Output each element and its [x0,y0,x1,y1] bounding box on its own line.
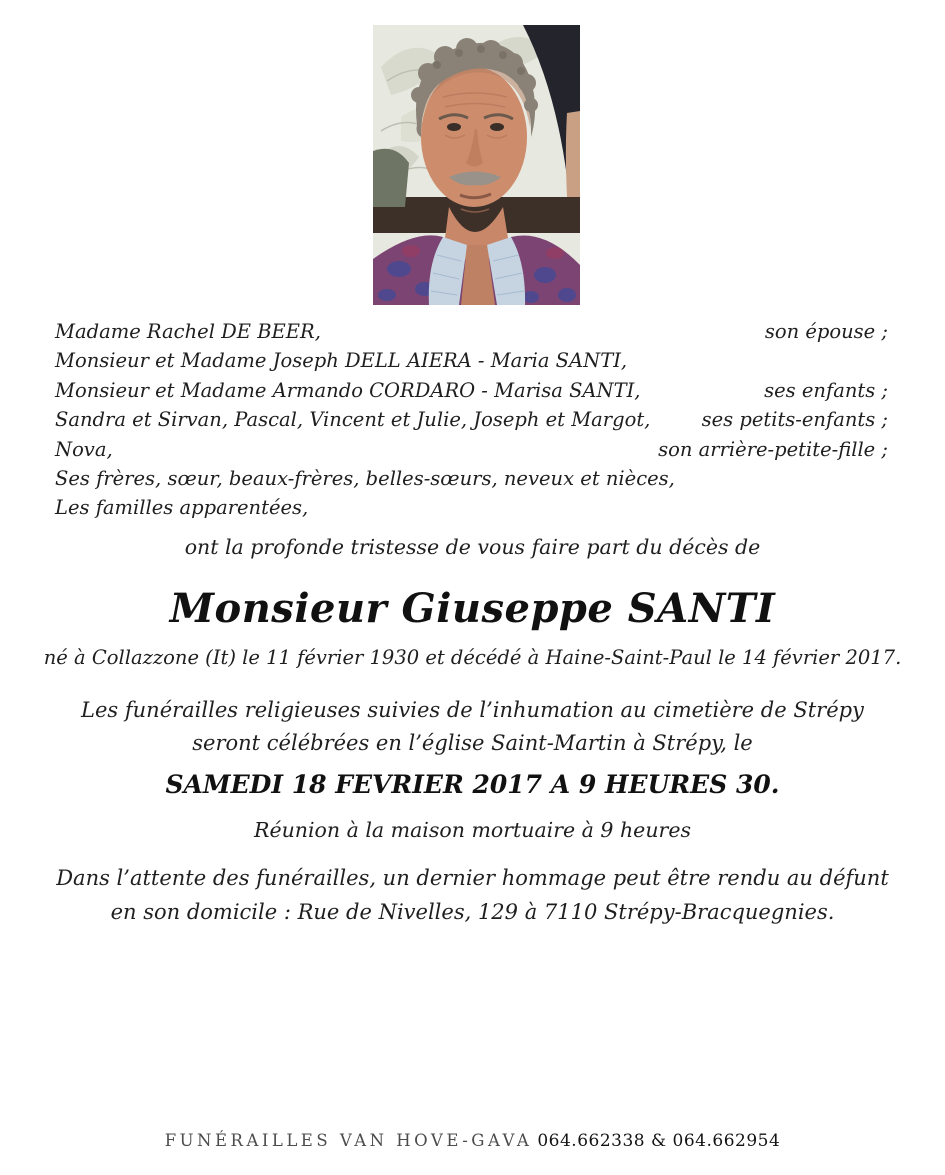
deceased-name-title: Monsieur Giuseppe SANTI [169,585,776,632]
reunion-line: Réunion à la maison mortuaire à 9 heures [254,818,691,842]
life-dates: né à Collazzone (It) le 11 février 1930 et décédé à Haine-Saint-Paul le 14 février 2017. [43,646,902,669]
relation-label: ses enfants ; [764,378,888,402]
ceremony-date: SAMEDI 18 FEVRIER 2017 A 9 HEURES 30. [165,770,780,799]
family-row [55,464,888,493]
family-member: Monsieur et Madame Joseph DELL AIERA - Maria SANTI, [55,349,628,373]
family-row [55,493,888,522]
homage-paragraph [0,861,945,929]
funeral-paragraph [0,694,945,760]
homage-line-2: en son domicile : Rue de Nivelles, 129 à 7110 Strépy-Bracquegnies. [110,900,835,924]
funeral-home-name: FUNÉRAILLES VAN HOVE-GAVA [164,1131,533,1150]
relation-label: son épouse ; [764,320,888,343]
family-member: Sandra et Sirvan, Pascal, Vincent et Julie, Joseph et Margot, [55,408,651,432]
homage-line-1: Dans l’attente des funérailles, un dernier hommage peut être rendu au défunt [56,866,889,890]
family-row [55,405,888,434]
family-member: Les familles apparentées, [55,496,309,520]
family-member: Nova, [55,437,113,461]
funeral-home-footer [0,1131,945,1151]
family-list [55,317,888,523]
family-member: Madame Rachel DE BEER, [55,320,321,343]
announcement-sentence: ont la profonde tristesse de vous faire part du décès de [184,535,761,559]
funeral-line-2: seront célébrées en l’église Saint-Martin à Strépy, le [192,731,753,755]
family-row [55,435,888,464]
family-row [55,346,888,375]
portrait-illustration [373,25,580,305]
relation-label: ses petits-enfants ; [701,408,888,432]
family-row [55,376,888,405]
funeral-line-1: Les funérailles religieuses suivies de l’inhumation au cimetière de Strépy [81,698,864,722]
family-row [55,317,888,346]
funeral-home-phones: 064.662338 & 064.662954 [537,1131,781,1151]
family-member: Monsieur et Madame Armando CORDARO - Marisa SANTI, [55,378,641,402]
family-member: Ses frères, sœur, beaux-frères, belles-sœurs, neveux et nièces, [55,467,675,491]
relation-label: son arrière-petite-fille ; [658,437,888,461]
deceased-portrait-photo [373,25,580,305]
